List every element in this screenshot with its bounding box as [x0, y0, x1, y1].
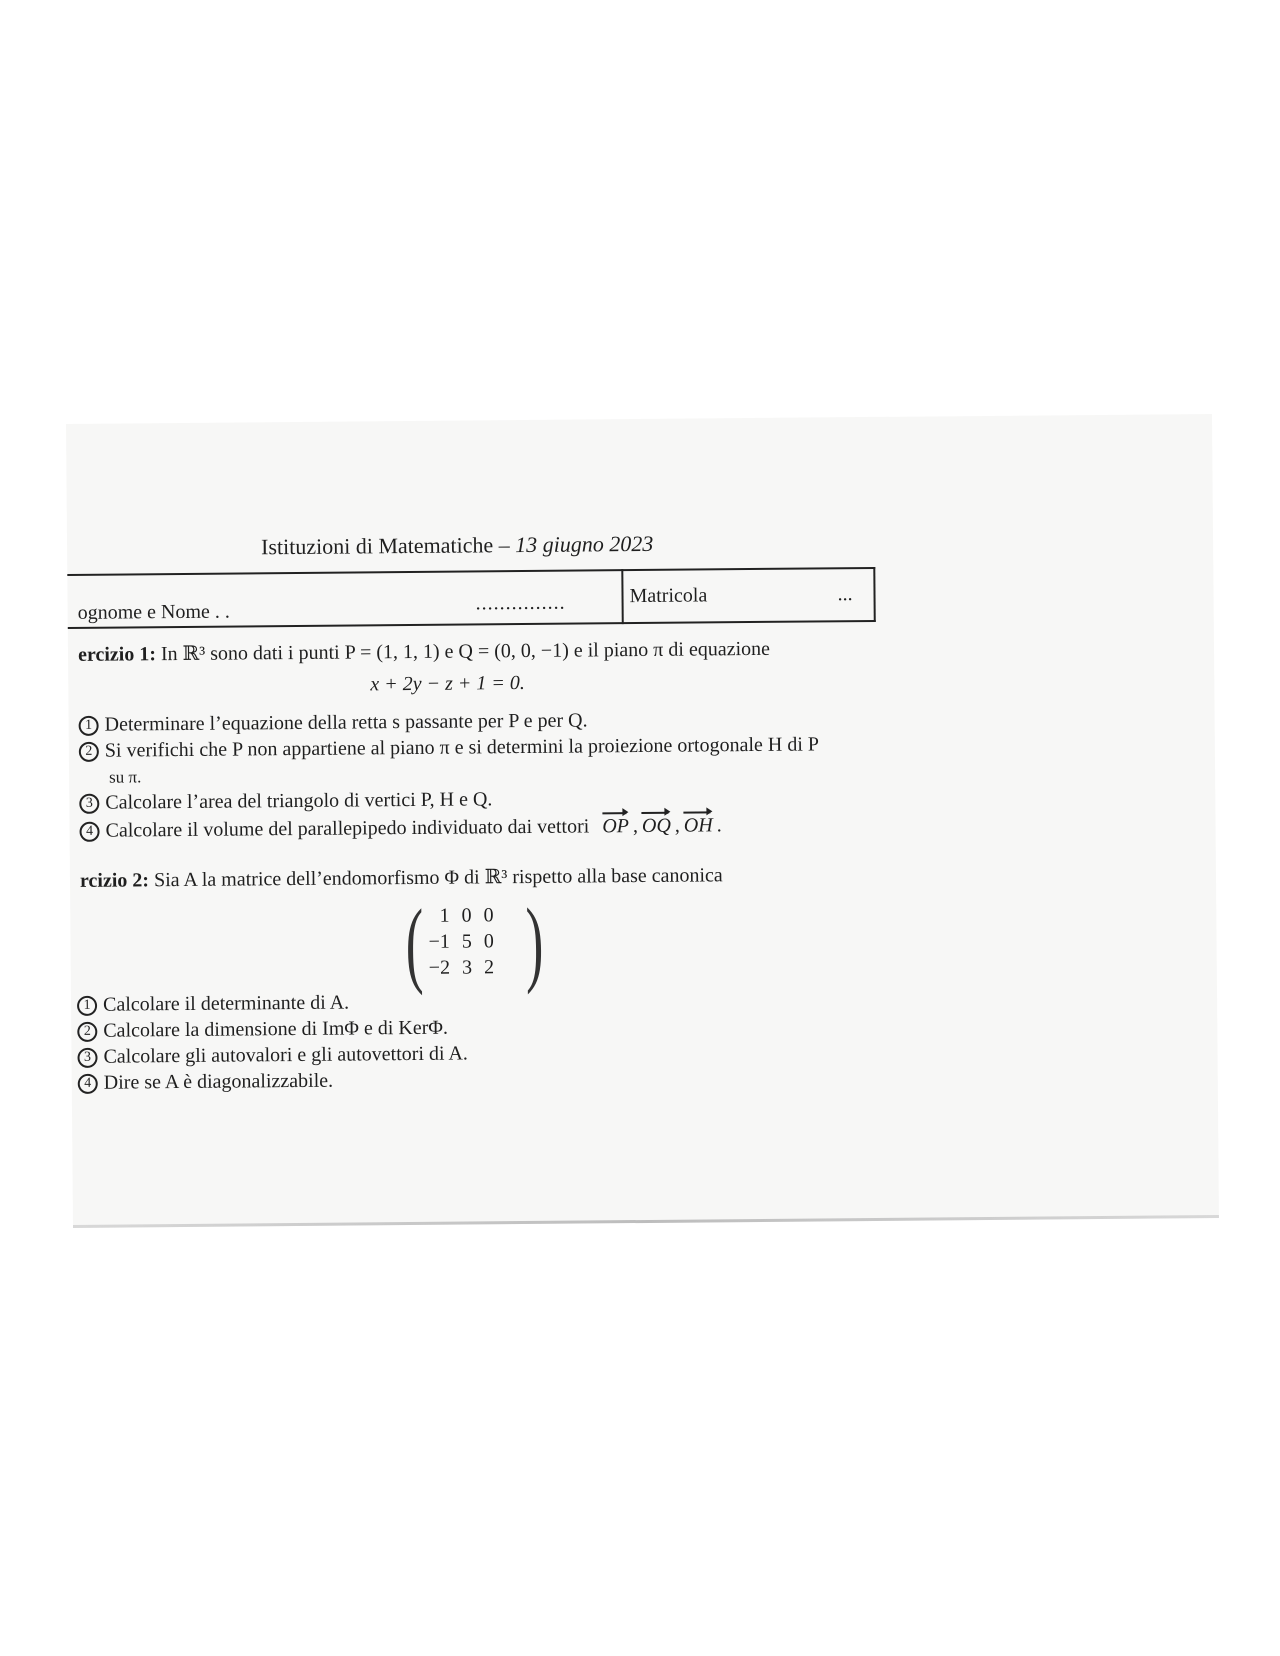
- vector-oq: OQ: [641, 814, 671, 837]
- matrix-cell: 2: [483, 955, 495, 978]
- matricola-field-dots: ...: [837, 583, 853, 606]
- vector-end-period: .: [716, 814, 722, 837]
- matrix-row: [422, 902, 500, 929]
- item-text: Determinare l’equazione della retta s passante per P e per Q.: [104, 709, 588, 736]
- exercise-1-label: ercizio 1:: [77, 643, 157, 666]
- exercise-1-heading: [78, 636, 770, 667]
- title-dash: –: [493, 532, 516, 558]
- exercise-2-item-2: [77, 1017, 448, 1043]
- matrix-cell: −1: [428, 930, 450, 953]
- item-number-badge: 3: [77, 1047, 97, 1067]
- vector-separator: ,: [632, 815, 639, 838]
- item-text: Dire se A è diagonalizzabile.: [103, 1069, 334, 1094]
- vector-op: OP: [602, 815, 630, 838]
- item-text: Calcolare il volume del parallepipedo individuato dai vettori: [105, 815, 590, 842]
- matrix-right-paren: ): [525, 887, 544, 996]
- item-number-badge: 4: [79, 821, 99, 841]
- item-number-badge: 2: [79, 741, 99, 761]
- item-text: Calcolare l’area del triangolo di vertici P, H e Q.: [105, 788, 493, 814]
- exercise-1-item-1: [79, 709, 588, 736]
- matrix-left-paren: (: [405, 888, 424, 997]
- exercise-1-item-3: [79, 788, 492, 815]
- matrix-cell: 5: [461, 929, 472, 953]
- item-text: Calcolare il determinante di A.: [102, 991, 350, 1016]
- item-number-badge: 3: [79, 793, 99, 813]
- matrix-cell: 0: [483, 929, 494, 952]
- item-number-badge: 4: [78, 1073, 98, 1093]
- vector-oh: OH: [683, 814, 713, 837]
- exam-sheet: [66, 414, 1219, 1228]
- matrix-row: [422, 928, 500, 955]
- item-text: Si verifichi che P non appartiene al piano π e si determini la proiezione ortogonale H di P: [104, 733, 820, 762]
- matrix-a: [405, 887, 544, 997]
- item-number-badge: 1: [79, 715, 99, 735]
- item-number-badge: 1: [77, 995, 97, 1015]
- exercise-1-item-2-continuation: su π.: [109, 767, 142, 787]
- matrix-cell: 1: [439, 904, 450, 927]
- name-field-label: ognome e Nome . .: [77, 600, 230, 624]
- exercise-2-heading: [80, 862, 723, 893]
- exercise-2-item-4: [78, 1070, 334, 1095]
- matrix-row: [423, 954, 501, 981]
- exercise-1-item-4: [79, 814, 721, 843]
- header-box-right-edge: [873, 567, 875, 622]
- matrix-cell: 3: [461, 955, 473, 979]
- plane-equation: x + 2y − z + 1 = 0.: [370, 672, 525, 696]
- matrix-cell: 0: [483, 903, 494, 926]
- course-name: Istituzioni di Matematiche: [260, 532, 494, 560]
- exercise-1-text: In ℝ³ sono dati i punti P = (1, 1, 1) e Q = (0, 0, −1) e il piano π di equazione: [160, 637, 771, 666]
- item-number-badge: 2: [77, 1021, 97, 1041]
- exam-title: [261, 531, 654, 560]
- matrix-table: [422, 902, 500, 981]
- exercise-1-item-2: [79, 733, 819, 762]
- exercise-2-text: Sia A la matrice dell’endomorfismo Φ di ℝ³ rispetto alla base canonica: [153, 864, 723, 892]
- header-box-separator: [621, 569, 623, 624]
- matrix-cell: 0: [461, 903, 472, 927]
- exercise-2-item-1: [77, 992, 349, 1017]
- exercise-2-item-3: [77, 1043, 468, 1069]
- header-box-top-line: [67, 567, 875, 576]
- vector-separator: ,: [674, 814, 680, 837]
- exam-date: 13 giugno 2023: [515, 530, 654, 558]
- exercise-2-label: rcizio 2:: [79, 869, 150, 892]
- name-field-dots: ...............: [475, 591, 566, 615]
- matricola-field-label: Matricola: [629, 584, 708, 608]
- item-text: Calcolare gli autovalori e gli autovettori di A.: [103, 1042, 468, 1068]
- item-text: Calcolare la dimensione di ImΦ e di KerΦ.: [103, 1016, 449, 1042]
- matrix-cell: −2: [428, 956, 451, 979]
